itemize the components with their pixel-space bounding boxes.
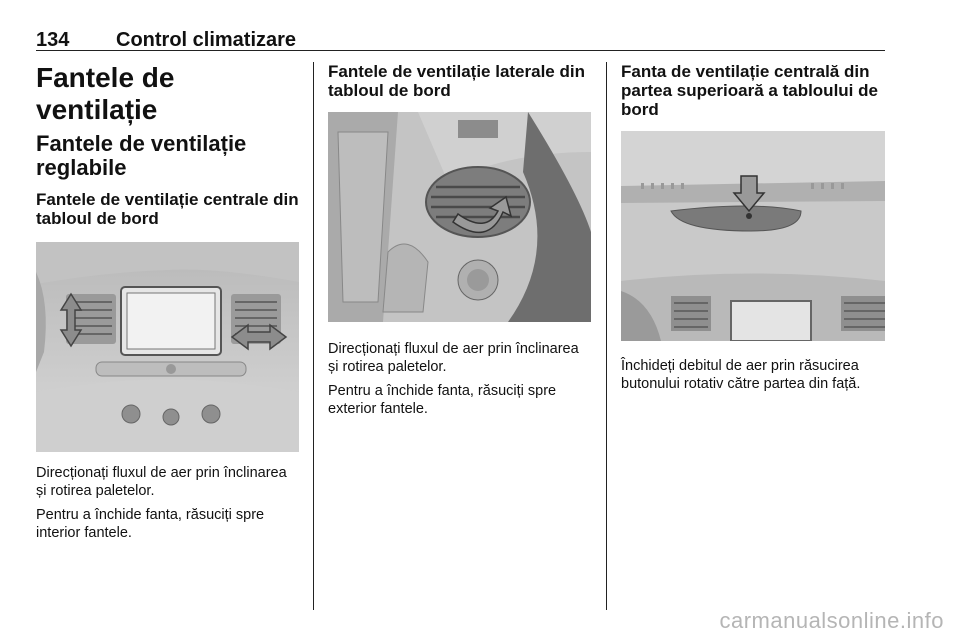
instruction-center-direct: Direcționați fluxul de aer prin înclinarea și rotirea paletelor. — [36, 465, 287, 499]
topic-title-side-vents: Fantele de ventilație laterale din tabloul de bord — [328, 62, 585, 100]
instruction-side-close: Pentru a închide fanta, răsuciți spre exterior fantele. — [328, 383, 557, 417]
column-divider-left — [313, 62, 314, 610]
watermark: carmanualsonline.info — [719, 608, 944, 633]
column-2 — [328, 62, 593, 418]
subsection-title: Fantele de ventilație reglabile — [36, 131, 247, 180]
section-title: Fantele de ventilație — [36, 62, 175, 125]
column-divider-right — [606, 62, 607, 610]
chapter-title: Control climatizare — [116, 29, 297, 51]
page-number: 134 — [36, 29, 70, 51]
page-header — [36, 24, 885, 51]
instruction-side-direct: Direcționați fluxul de aer prin înclinarea și rotirea paletelor. — [328, 341, 579, 375]
figure-side-vent — [328, 112, 591, 322]
instruction-top-close: Închideți debitul de aer prin răsucirea butonului rotativ către partea din față. — [621, 358, 861, 392]
figure-center-vents — [36, 242, 299, 452]
instruction-center-close: Pentru a închide fanta, răsuciți spre interior fantele. — [36, 507, 265, 541]
figure-top-vent — [621, 131, 885, 341]
topic-title-top-vent: Fanta de ventilație centrală din partea superioară a tabloului de bord — [621, 62, 878, 119]
column-1 — [36, 62, 299, 542]
column-3 — [621, 62, 887, 393]
topic-title-center-vents: Fantele de ventilație centrale din tabloul de bord — [36, 190, 299, 228]
